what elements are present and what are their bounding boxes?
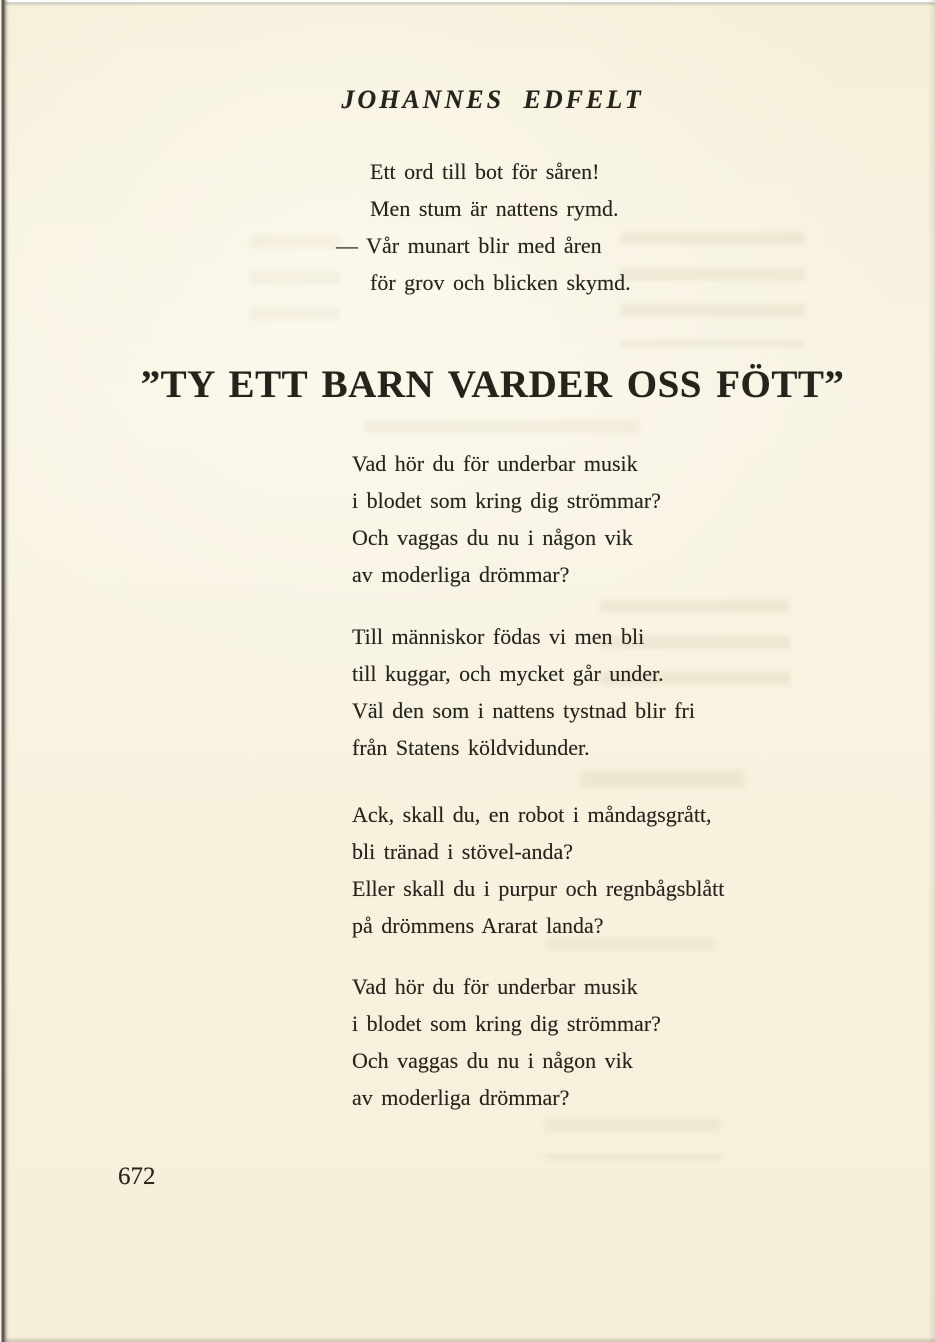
poem-stanza (352, 445, 661, 593)
running-header: JOHANNES EDFELT (341, 85, 644, 114)
intro-stanza (336, 153, 631, 301)
poem-title: ”TY ETT BARN VARDER OSS FÖTT” (140, 363, 845, 406)
poem-line: Till människor födas vi men bli (352, 624, 645, 649)
scan-edge-bottom (0, 1337, 935, 1342)
poem-line: från Statens köldvidunder. (352, 735, 590, 760)
poem-line: Och vaggas du nu i någon vik (352, 1048, 633, 1073)
poem-line: — Vår munart blir med åren (336, 233, 602, 258)
poem-line: Vad hör du för underbar musik (352, 974, 638, 999)
poem-stanza (352, 618, 695, 766)
poem-line: för grov och blicken skymd. (370, 270, 631, 295)
poem-line: i blodet som kring dig strömmar? (352, 1011, 661, 1036)
scan-edge-top (0, 0, 935, 6)
show-through-ghost (545, 1118, 720, 1160)
poem-line: Väl den som i nattens tystnad blir fri (352, 698, 695, 723)
show-through-ghost (580, 770, 745, 788)
poem-line: av moderliga drömmar? (352, 562, 570, 587)
poem-line: Och vaggas du nu i någon vik (352, 525, 633, 550)
poem-line: bli tränad i stövel-anda? (352, 839, 573, 864)
show-through-ghost (620, 232, 805, 347)
poem-line: på drömmens Ararat landa? (352, 913, 604, 938)
show-through-ghost (250, 235, 340, 340)
scan-edge-left (0, 0, 9, 1342)
poem-line: Men stum är nattens rymd. (370, 196, 619, 221)
poem-line: i blodet som kring dig strömmar? (352, 488, 661, 513)
poem-stanza (352, 968, 661, 1116)
page-number: 672 (118, 1163, 156, 1190)
poem-line: Vad hör du för underbar musik (352, 451, 638, 476)
poem-stanza (352, 796, 724, 944)
poem-line: Eller skall du i purpur och regnbågsblått (352, 876, 725, 901)
scan-edge-right (928, 0, 935, 1342)
poem-line: Ett ord till bot för såren! (370, 159, 600, 184)
poem-line: Ack, skall du, en robot i måndagsgrått, (352, 802, 712, 827)
poem-line: till kuggar, och mycket går under. (352, 661, 664, 686)
poem-line: av moderliga drömmar? (352, 1085, 570, 1110)
